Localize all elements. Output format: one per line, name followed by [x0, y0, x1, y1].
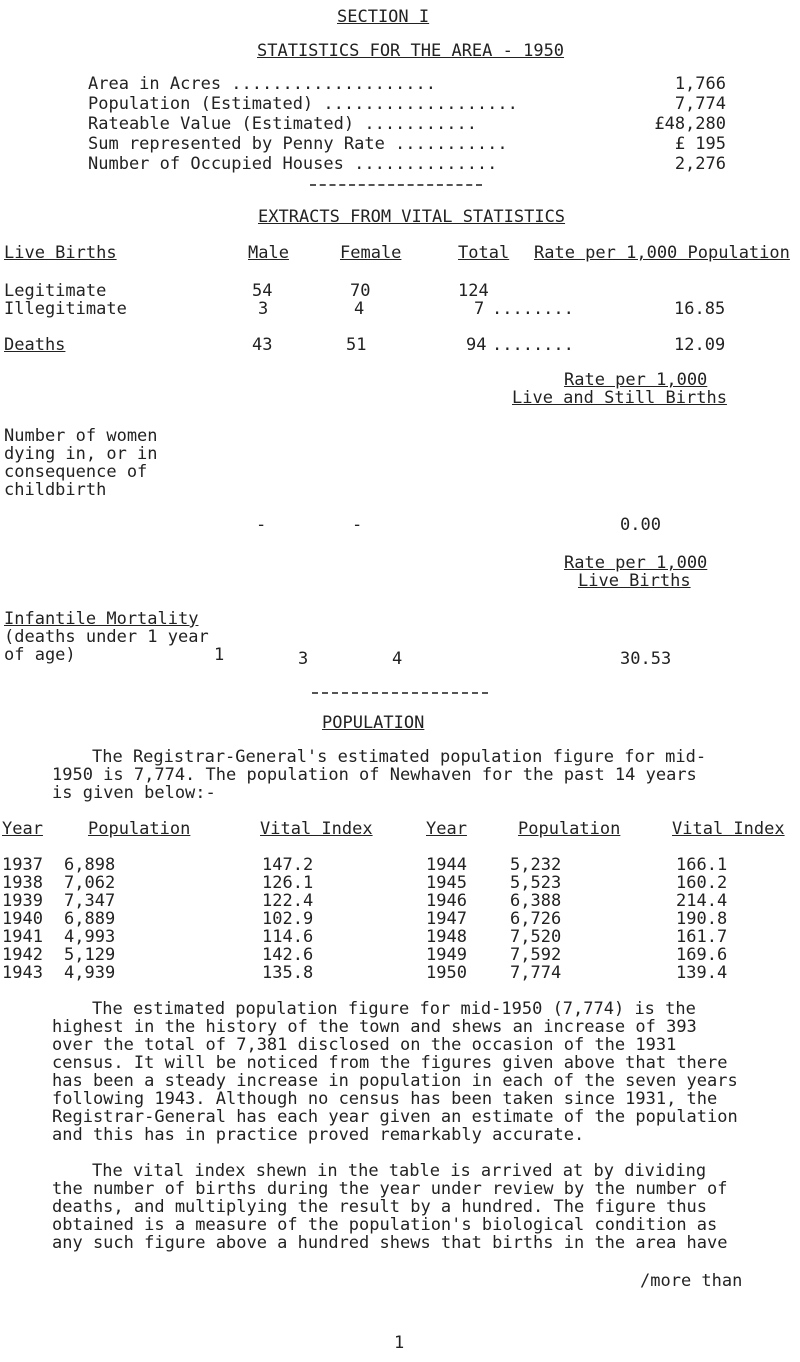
table-row: 1944 [426, 855, 467, 875]
area-stat-value: 1,766 [674, 74, 726, 94]
table-row: 1943 [2, 963, 43, 983]
death-rate: 12.09 [674, 335, 726, 355]
paragraph-line: highest in the history of the town and shews an increase of 393 [52, 1017, 697, 1037]
table-cell: 5,232 [510, 855, 562, 875]
table-cell: 102.9 [262, 909, 314, 929]
col-total: Total [458, 243, 510, 263]
table-cell: 6,889 [64, 909, 116, 929]
col-vital-index: Vital Index [260, 819, 373, 839]
table-cell: 166.1 [676, 855, 728, 875]
infant-label: Infantile Mortality [4, 609, 199, 629]
rate-heading-still-2: Live and Still Births [512, 388, 727, 408]
paragraph-line: the number of births during the year under review by the number of [52, 1179, 728, 1199]
table-row: 1941 [2, 927, 43, 947]
col-rate: Rate per 1,000 Population [534, 243, 790, 263]
table-row: 1948 [426, 927, 467, 947]
continued-note: /more than [640, 1271, 743, 1291]
table-cell: 135.8 [262, 963, 314, 983]
infant-female: 3 [298, 649, 309, 669]
table-row: 1938 [2, 873, 43, 893]
infant-male: 1 [214, 645, 225, 665]
area-stat-label: Population (Estimated) ................... [88, 94, 518, 114]
table-cell: 190.8 [676, 909, 728, 929]
deaths-female: 51 [346, 335, 367, 355]
table-cell: 142.6 [262, 945, 314, 965]
table-cell: 161.7 [676, 927, 728, 947]
illegit-female: 4 [354, 299, 365, 319]
infant-label: (deaths under 1 year [4, 627, 209, 647]
women-label: dying in, or in [4, 444, 158, 464]
infant-rate: 30.53 [620, 649, 672, 669]
table-cell: 5,129 [64, 945, 116, 965]
women-male: - [256, 515, 267, 535]
page-title: STATISTICS FOR THE AREA - 1950 [257, 41, 565, 61]
paragraph-line: Registrar-General has each year given an estimate of the population [52, 1107, 738, 1127]
legit-male: 54 [252, 281, 273, 301]
illegit-total: 7 [474, 299, 485, 319]
table-cell: 4,939 [64, 963, 116, 983]
paragraph-line: has been a steady increase in population in each of the seven years [52, 1071, 738, 1091]
area-stat-label: Area in Acres .................... [88, 74, 436, 94]
women-label: Number of women [4, 426, 158, 446]
birth-rate: 16.85 [674, 299, 726, 319]
row-label-legitimate: Legitimate [4, 281, 107, 301]
dot-leader: ........ [492, 335, 574, 355]
table-cell: 7,592 [510, 945, 562, 965]
col-male: Male [248, 243, 289, 263]
table-cell: 169.6 [676, 945, 728, 965]
col-population: Population [88, 819, 191, 839]
infant-total: 4 [392, 649, 403, 669]
table-cell: 7,347 [64, 891, 116, 911]
table-row: 1950 [426, 963, 467, 983]
paragraph-line: census. It will be noticed from the figures given above that there [52, 1053, 728, 1073]
women-label: consequence of [4, 462, 148, 482]
rate-heading-live: Rate per 1,000 [564, 553, 708, 573]
legit-total: 124 [458, 281, 489, 301]
table-row: 1945 [426, 873, 467, 893]
table-row: 1949 [426, 945, 467, 965]
table-cell: 114.6 [262, 927, 314, 947]
paragraph-line: following 1943. Although no census has been taken since 1931, the [52, 1089, 718, 1109]
table-row: 1939 [2, 891, 43, 911]
rate-heading-live-2: Live Births [578, 571, 691, 591]
illegit-male: 3 [258, 299, 269, 319]
women-female: - [352, 515, 363, 535]
area-stat-value: £ 195 [674, 134, 726, 154]
row-label-deaths: Deaths [4, 335, 66, 355]
table-cell: 126.1 [262, 873, 314, 893]
table-row: 1942 [2, 945, 43, 965]
col-female: Female [340, 243, 402, 263]
paragraph-line: The estimated population figure for mid-1950 (7,774) is the [92, 999, 696, 1019]
table-cell: 7,774 [510, 963, 562, 983]
col-live-births: Live Births [4, 243, 117, 263]
table-cell: 147.2 [262, 855, 314, 875]
population-intro: The Registrar-General's estimated population figure for mid- [92, 747, 707, 767]
table-cell: 6,388 [510, 891, 562, 911]
table-cell: 160.2 [676, 873, 728, 893]
area-stat-label: Sum represented by Penny Rate ........... [88, 134, 508, 154]
area-stat-label: Number of Occupied Houses .............. [88, 154, 498, 174]
col-year: Year [426, 819, 467, 839]
population-heading: POPULATION [322, 713, 425, 733]
row-label-illegitimate: Illegitimate [4, 299, 127, 319]
table-cell: 7,520 [510, 927, 562, 947]
table-cell: 139.4 [676, 963, 728, 983]
population-intro: 1950 is 7,774. The population of Newhaven for the past 14 years [52, 765, 697, 785]
paragraph-line: over the total of 7,381 disclosed on the occasion of the 1931 [52, 1035, 677, 1055]
paragraph-line: deaths, and multiplying the result by a hundred. The figure thus [52, 1197, 708, 1217]
table-row: 1947 [426, 909, 467, 929]
legit-female: 70 [350, 281, 371, 301]
paragraph-line: and this has in practice proved remarkably accurate. [52, 1125, 585, 1145]
paragraph-line: obtained is a measure of the population's biological condition as [52, 1215, 718, 1235]
col-year: Year [2, 819, 43, 839]
table-row: 1946 [426, 891, 467, 911]
deaths-total: 94 [466, 335, 487, 355]
section-divider [310, 184, 482, 186]
table-cell: 6,898 [64, 855, 116, 875]
table-cell: 5,523 [510, 873, 562, 893]
area-stat-value: 7,774 [674, 94, 726, 114]
vital-heading: EXTRACTS FROM VITAL STATISTICS [258, 207, 566, 227]
page-number: 1 [394, 1333, 405, 1353]
dot-leader: ........ [492, 299, 574, 319]
table-cell: 4,993 [64, 927, 116, 947]
table-cell: 7,062 [64, 873, 116, 893]
maternal-rate: 0.00 [620, 515, 661, 535]
paragraph-line: The vital index shewn in the table is arrived at by dividing [92, 1161, 707, 1181]
area-stat-value: £48,280 [654, 114, 726, 134]
col-population: Population [518, 819, 621, 839]
rate-heading-still: Rate per 1,000 [564, 370, 708, 390]
table-cell: 122.4 [262, 891, 314, 911]
population-intro: is given below:- [52, 783, 216, 803]
area-stat-label: Rateable Value (Estimated) ........... [88, 114, 477, 134]
col-vital-index: Vital Index [672, 819, 785, 839]
section-divider [312, 692, 488, 694]
section-heading: SECTION I [337, 7, 430, 27]
table-cell: 214.4 [676, 891, 728, 911]
table-cell: 6,726 [510, 909, 562, 929]
deaths-male: 43 [252, 335, 273, 355]
infant-label: of age) [4, 645, 76, 665]
area-stat-value: 2,276 [674, 154, 726, 174]
table-row: 1940 [2, 909, 43, 929]
women-label: childbirth [4, 480, 107, 500]
paragraph-line: any such figure above a hundred shews that births in the area have [52, 1233, 728, 1253]
table-row: 1937 [2, 855, 43, 875]
